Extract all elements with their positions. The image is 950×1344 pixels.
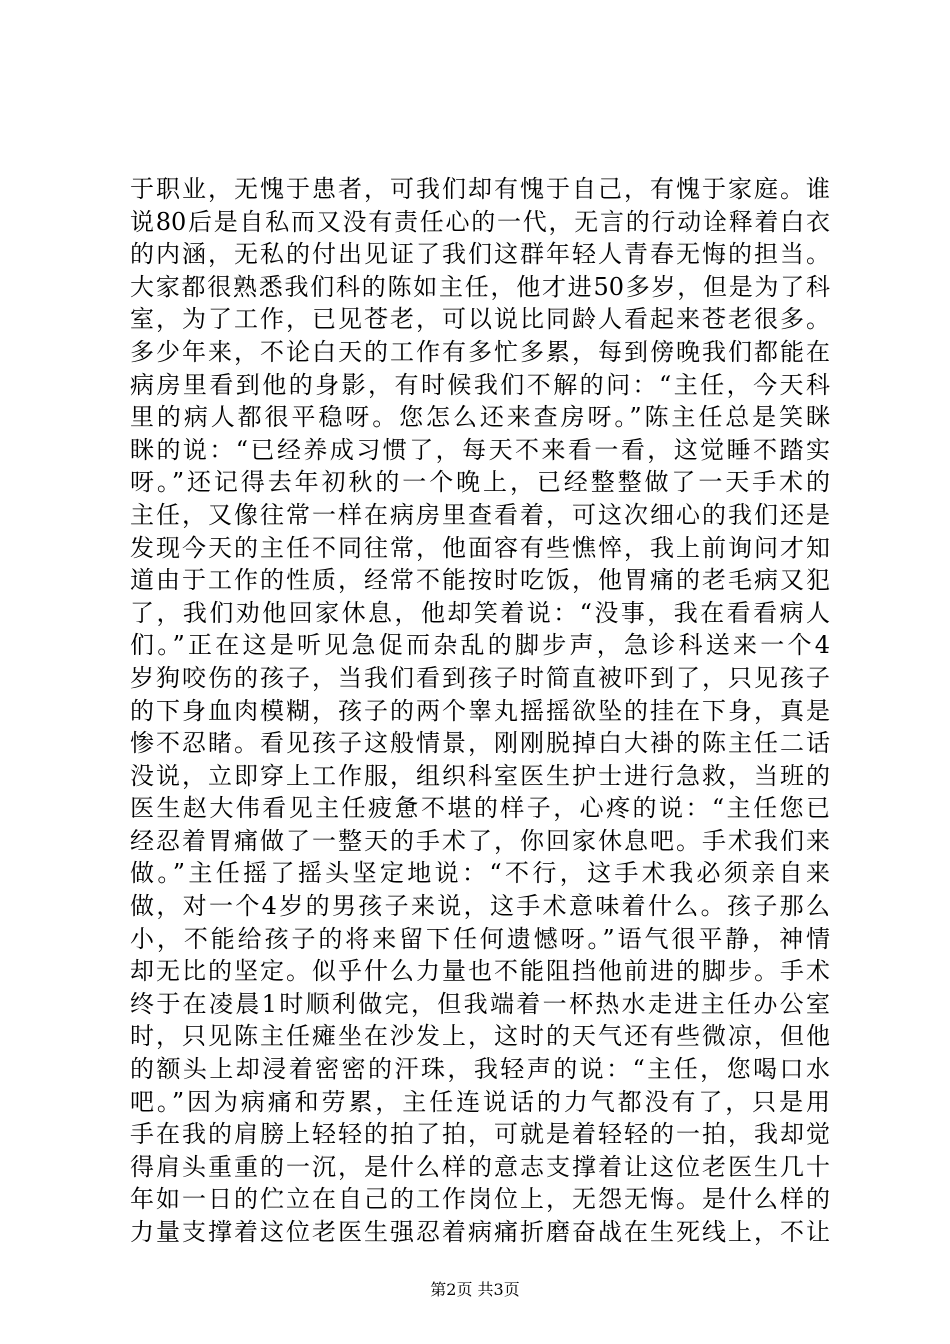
page-footer: 第2页 共3页 [430, 1280, 520, 1299]
text-line: 的下身血肉模糊，孩子的两个睾丸摇摇欲坠的挂在下身，真是 [130, 696, 830, 725]
text-line: 说80后是自私而又没有责任心的一代，无言的行动诠释着白衣 [130, 207, 830, 236]
text-line: 眯的说：“已经养成习惯了，每天不来看一看，这觉睡不踏实 [130, 435, 830, 464]
text-line: 病房里看到他的身影，有时候我们不解的问：“主任，今天科 [130, 370, 830, 399]
text-line: 道由于工作的性质，经常不能按时吃饭，他胃痛的老毛病又犯 [130, 566, 830, 595]
text-line: 做，对一个4岁的男孩子来说，这手术意味着什么。孩子那么 [130, 892, 830, 921]
text-line: 大家都很熟悉我们科的陈如主任，他才进50多岁，但是为了科 [130, 272, 830, 301]
text-line: 小，不能给孩子的将来留下任何遗憾呀。”语气很平静，神情 [130, 924, 830, 953]
text-line: 手在我的肩膀上轻轻的拍了拍，可就是着轻轻的一拍，我却觉 [130, 1120, 830, 1149]
text-line: 的额头上却浸着密密的汗珠，我轻声的说：“主任，您喝口水 [130, 1055, 830, 1084]
text-line: 做。”主任摇了摇头坚定地说：“不行，这手术我必须亲自来 [130, 859, 830, 888]
text-line: 呀。”还记得去年初秋的一个晚上，已经整整做了一天手术的 [130, 468, 830, 497]
text-line: 力量支撑着这位老医生强忍着病痛折磨奋战在生死线上，不让 [130, 1218, 830, 1246]
body-text [130, 173, 830, 1249]
text-line: 们。”正在这是听见急促而杂乱的脚步声，急诊科送来一个4 [130, 631, 830, 660]
text-line: 发现今天的主任不同往常，他面容有些憔悴，我上前询问才知 [130, 533, 830, 562]
text-line: 岁狗咬伤的孩子，当我们看到孩子时简直被吓到了，只见孩子 [130, 663, 830, 692]
text-line: 没说，立即穿上工作服，组织科室医生护士进行急救，当班的 [130, 761, 830, 790]
text-line: 吧。”因为病痛和劳累，主任连说话的力气都没有了，只是用 [130, 1087, 830, 1116]
text-line: 终于在凌晨1时顺利做完，但我端着一杯热水走进主任办公室 [130, 989, 830, 1018]
text-line: 室，为了工作，已见苍老，可以说比同龄人看起来苍老很多。 [130, 305, 830, 334]
text-line: 主任，又像往常一样在病房里查看着，可这次细心的我们还是 [130, 500, 830, 529]
text-line: 经忍着胃痛做了一整天的手术了，你回家休息吧。手术我们来 [130, 826, 830, 855]
text-line: 医生赵大伟看见主任疲惫不堪的样子，心疼的说：“主任您已 [130, 794, 830, 823]
text-line: 于职业，无愧于患者，可我们却有愧于自己，有愧于家庭。谁 [130, 175, 830, 203]
text-line: 得肩头重重的一沉，是什么样的意志支撑着让这位老医生几十 [130, 1152, 830, 1181]
text-line: 时，只见陈主任瘫坐在沙发上，这时的天气还有些微凉，但他 [130, 1022, 830, 1051]
text-line: 了，我们劝他回家休息，他却笑着说：“没事，我在看看病人 [130, 598, 830, 627]
text-line: 里的病人都很平稳呀。您怎么还来查房呀。”陈主任总是笑眯 [130, 403, 830, 432]
text-line: 多少年来，不论白天的工作有多忙多累，每到傍晚我们都能在 [130, 337, 830, 366]
text-line: 惨不忍睹。看见孩子这般情景，刚刚脱掉白大褂的陈主任二话 [130, 729, 830, 758]
text-line: 年如一日的伫立在自己的工作岗位上，无怨无悔。是什么样的 [130, 1185, 830, 1214]
text-line: 却无比的坚定。似乎什么力量也不能阻挡他前进的脚步。手术 [130, 957, 830, 986]
text-line: 的内涵，无私的付出见证了我们这群年轻人青春无悔的担当。 [130, 240, 830, 269]
